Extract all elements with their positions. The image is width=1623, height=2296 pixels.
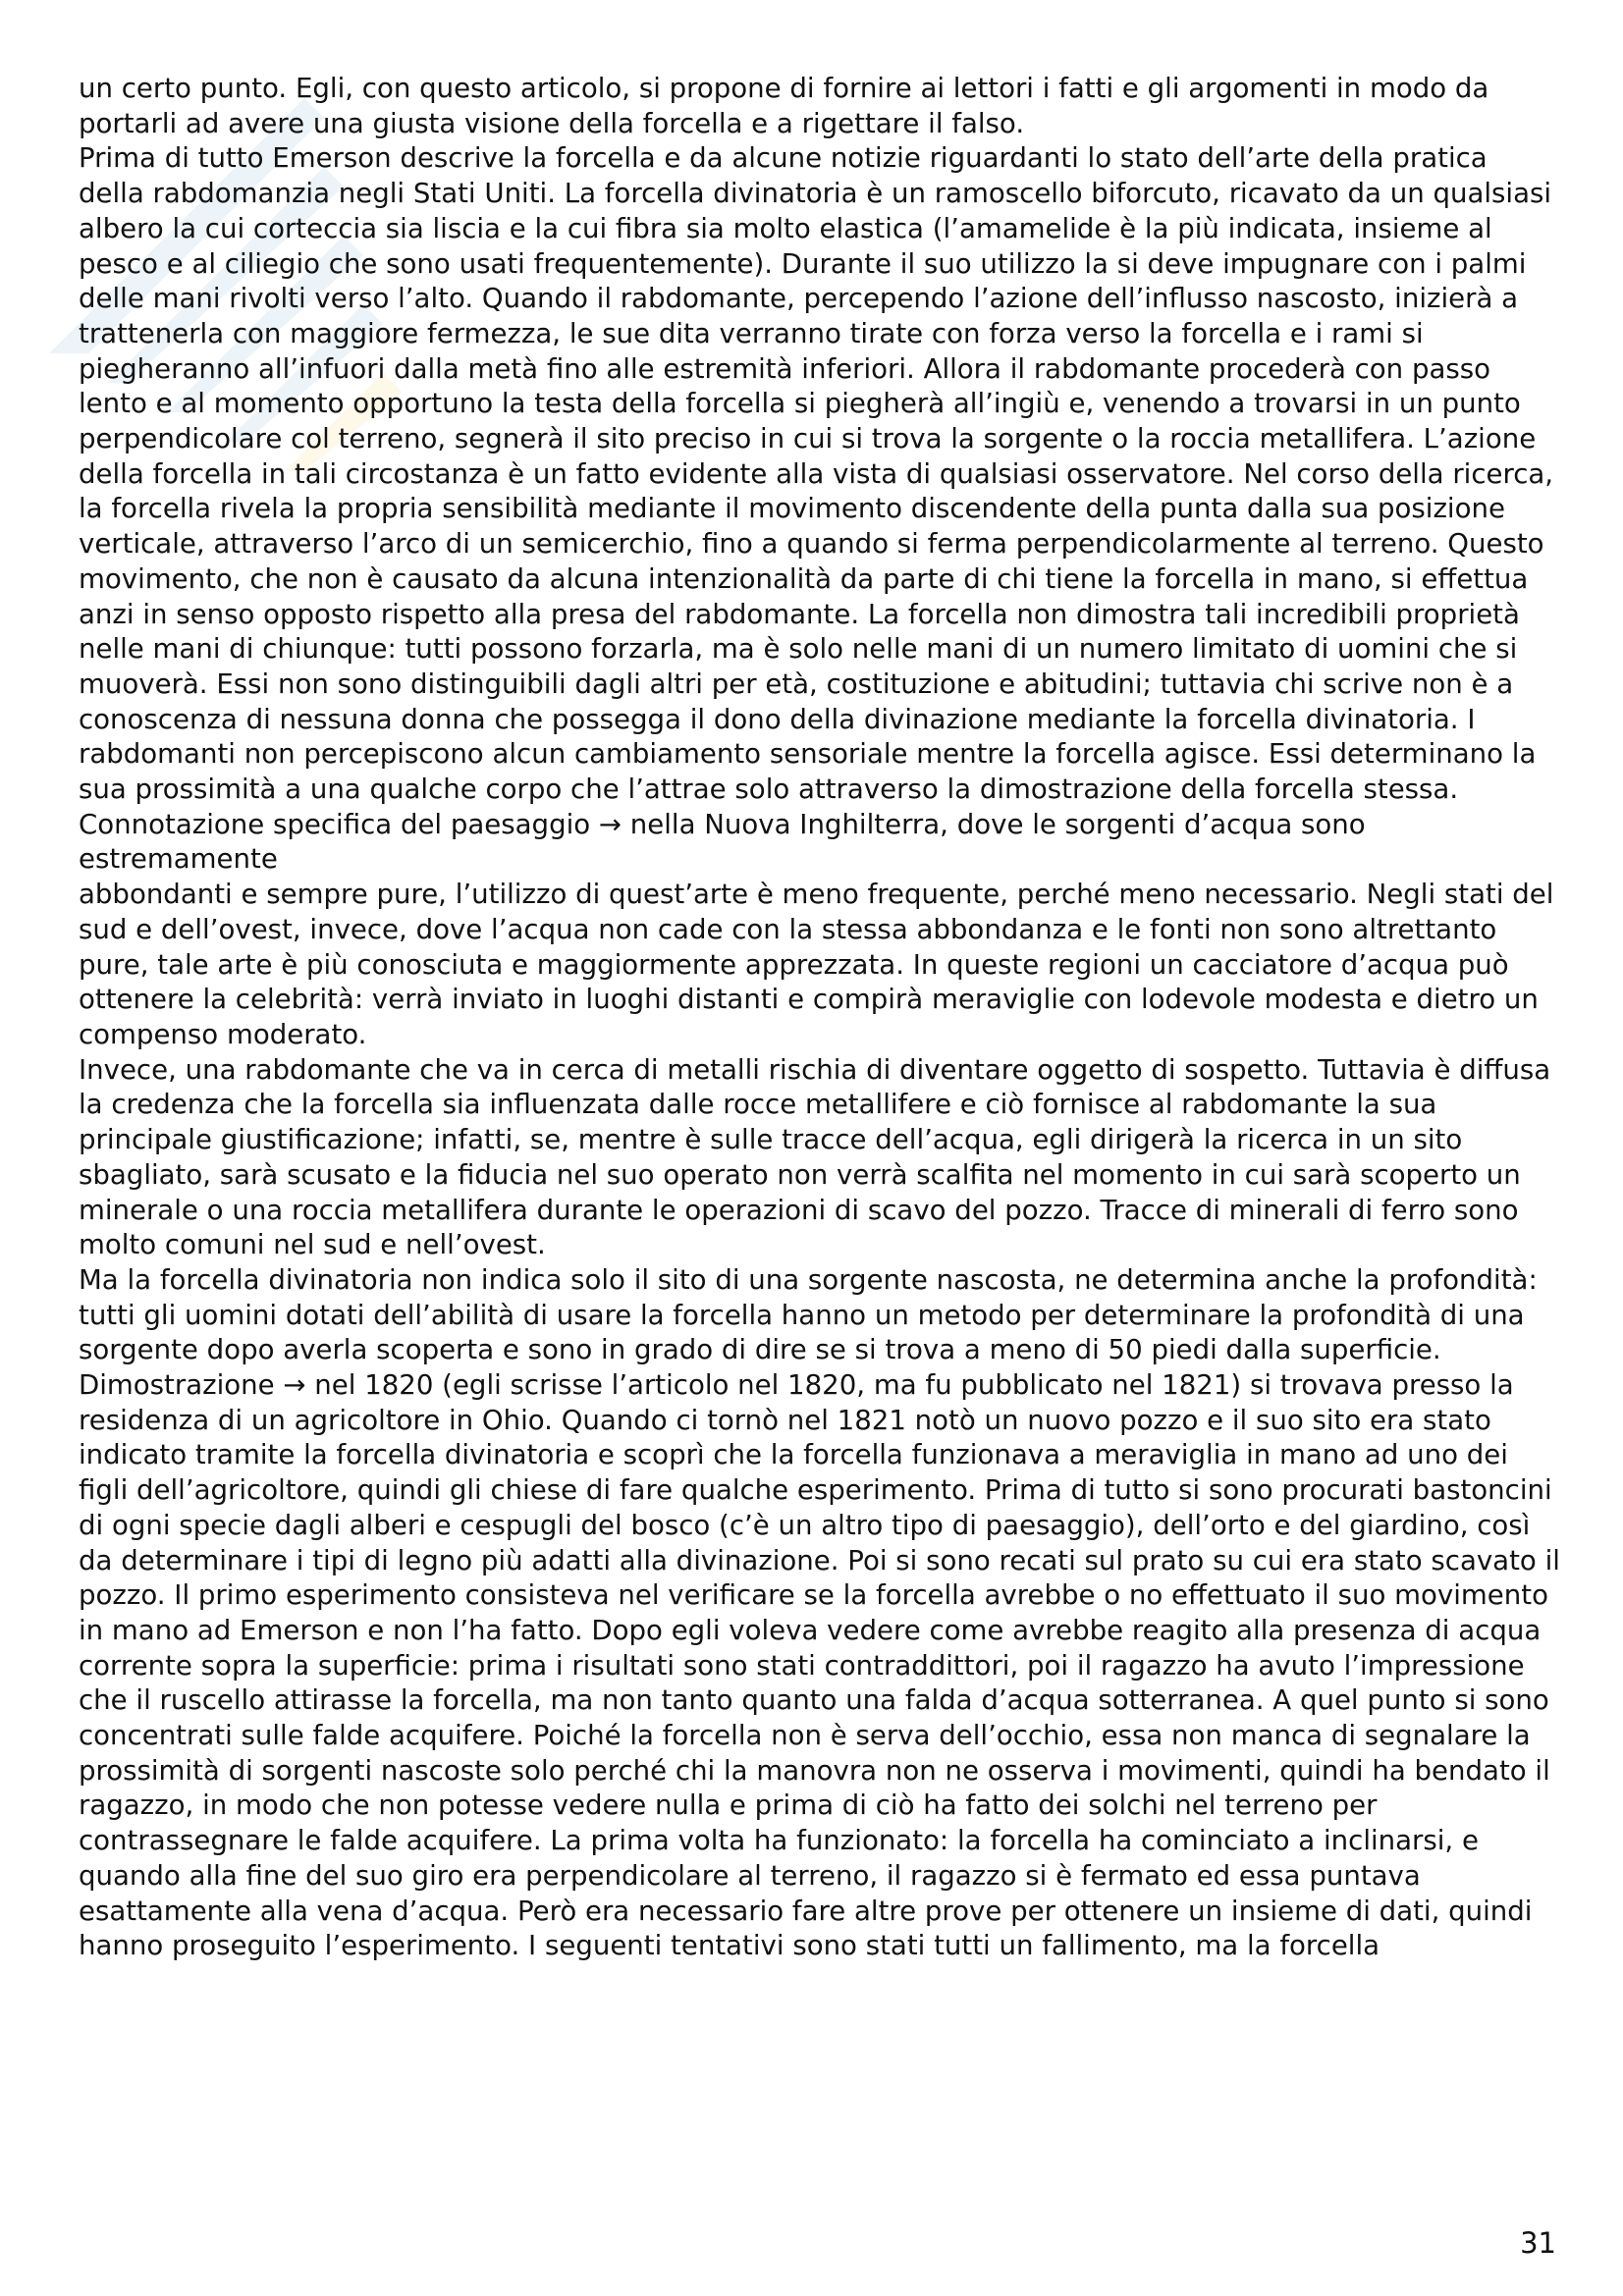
paragraph-3: Connotazione specifica del paesaggio → nella Nuova Inghilterra, dove le sorgenti d’acqua sono estremamente <box>79 807 1366 876</box>
paragraph-1: un certo punto. Egli, con questo articolo, si propone di fornire ai lettori i fatti e gli argomenti in modo da portarli ad avere una giusta visione della forcella e a rigettare il falso. <box>79 72 1489 139</box>
paragraph-7: Dimostrazione → nel 1820 (egli scrisse l’articolo nel 1820, ma fu pubblicato nel 1821) si trovava presso la residenza di un agricoltore in Ohio. Quando ci tornò nel 1821 notò un nuovo pozzo e il suo sito era stato indicato tramite la forcella divinatoria e scoprì che la forcella funzionava a meraviglia in mano ad uno dei figli dell’agricoltore, quindi gli chiese di fare qualche esperimento. Prima di tutto si sono procurati bastoncini di ogni specie dagli alberi e cespugli del bosco (c’è un altro tipo di paesaggio), dell’orto e del giardino, così da determinare i tipi di legno più adatti alla divinazione. Poi si sono recati sul prato su cui era stato scavato il pozzo. Il primo esperimento consisteva nel verificare se la forcella avrebbe o no effettuato il suo movimento in mano ad Emerson e non l’ha fatto. Dopo egli voleva vedere come avrebbe reagito alla presenza di acqua corrente sopra la superficie: prima i risultati sono stati contraddittori, poi il ragazzo ha avuto l’impressione che il ruscello attirasse la forcella, ma non tanto quanto una falda d’acqua sotterranea. A quel punto si sono concentrati sulle falde acquifere. Poiché la forcella non è serva dell’occhio, essa non manca di segnalare la prossimità di sorgenti nascoste solo perché chi la manovra non ne osserva i movimenti, quindi ha bendato il ragazzo, in modo che non potesse vedere nulla e prima di ciò ha fatto dei solchi nel terreno per contrassegnare le falde acquifere. La prima volta ha funzionato: la forcella ha cominciato a inclinarsi, e quando alla fine del suo giro era perpendicolare al terreno, il ragazzo si è fermato ed essa puntava esattamente alla vena d’acqua. Però era necessario fare altre prove per ottenere un insieme di dati, quindi hanno proseguito l’esperimento. I seguenti tentativi sono stati tutti un fallimento, ma la forcella <box>79 1368 1560 1962</box>
paragraph-5: Invece, una rabdomante che va in cerca di metalli rischia di diventare oggetto di sospetto. Tuttavia è diffusa la credenza che la forcella sia influenzata dalle rocce metallifere e ciò fornisce al rabdomante la sua principale giustificazione; infatti, se, mentre è sulle tracce dell’acqua, egli dirigerà la ricerca in un sito sbagliato, sarà scusato e la fiducia nel suo operato non verrà scalfita nel momento in cui sarà scoperto un minerale o una roccia metallifera durante le operazioni di scavo del pozzo. Tracce di minerali di ferro sono molto comuni nel sud e nell’ovest. <box>79 1052 1551 1261</box>
paragraph-2: Prima di tutto Emerson descrive la forcella e da alcune notizie riguardanti lo stato dell’arte della pratica della rabdomanzia negli Stati Uniti. La forcella divinatoria è un ramoscello biforcuto, ricavato da un qualsiasi albero la cui corteccia sia liscia e la cui fibra sia molto elastica (l’amamelide è la più indicata, insieme al pesco e al ciliegio che sono usati frequentemente). Durante il suo utilizzo la si deve impugnare con i palmi delle mani rivolti verso l’alto. Quando il rabdomante, percependo l’azione dell’influsso nascosto, inizierà a trattenerla con maggiore fermezza, le sue dita verranno tirate con forza verso la forcella e i rami si piegheranno all’infuori dalla metà fino alle estremità inferiori. Allora il rabdomante procederà con passo lento e al momento opportuno la testa della forcella si piegherà all’ingiù e, venendo a trovarsi in un punto perpendicolare col terreno, segnerà il sito preciso in cui si trova la sorgente o la roccia metallifera. L’azione della forcella in tali circostanza è un fatto evidente alla vista di qualsiasi osservatore. Nel corso della ricerca, la forcella rivela la propria sensibilità mediante il movimento discendente della punta dalla sua posizione verticale, attraverso l’arco di un semicerchio, fino a quando si ferma perpendicolarmente al terreno. Questo movimento, che non è causato da alcuna intenzionalità da parte di chi tiene la forcella in mano, si effettua anzi in senso opposto rispetto alla presa del rabdomante. La forcella non dimostra tali incredibili proprietà nelle mani di chiunque: tutti possono forzarla, ma è solo nelle mani di un numero limitato di uomini che si muoverà. Essi non sono distinguibili dagli altri per età, costituzione e abitudini; tuttavia chi scrive non è a conoscenza di nessuna donna che possegga il dono della divinazione mediante la forcella divinatoria. I rabdomanti non percepiscono alcun cambiamento sensoriale mentre la forcella agisce. Essi determinano la sua prossimità a una qualche corpo che l’attrae solo attraverso la dimostrazione della forcella stessa. <box>79 141 1554 806</box>
paragraph-4: abbondanti e sempre pure, l’utilizzo di quest’arte è meno frequente, perché meno necessario. Negli stati del sud e dell’ovest, invece, dove l’acqua non cade con la stessa abbondanza e le fonti non sono altrettanto pure, tale arte è più conosciuta e maggiormente apprezzata. In queste regioni un cacciatore d’acqua può ottenere la celebrità: verrà inviato in luoghi distanti e compirà meraviglie con lodevole modesta e dietro un compenso moderato. <box>79 878 1554 1050</box>
page-number: 31 <box>1520 2226 1556 2260</box>
document-body <box>79 71 1561 1963</box>
paragraph-6: Ma la forcella divinatoria non indica solo il sito di una sorgente nascosta, ne determina anche la profondità: tutti gli uomini dotati dell’abilità di usare la forcella hanno un metodo per determinare la profondità di una sorgente dopo averla scoperta e sono in grado di dire se si trova a meno di 50 piedi dalla superficie. <box>79 1262 1538 1366</box>
